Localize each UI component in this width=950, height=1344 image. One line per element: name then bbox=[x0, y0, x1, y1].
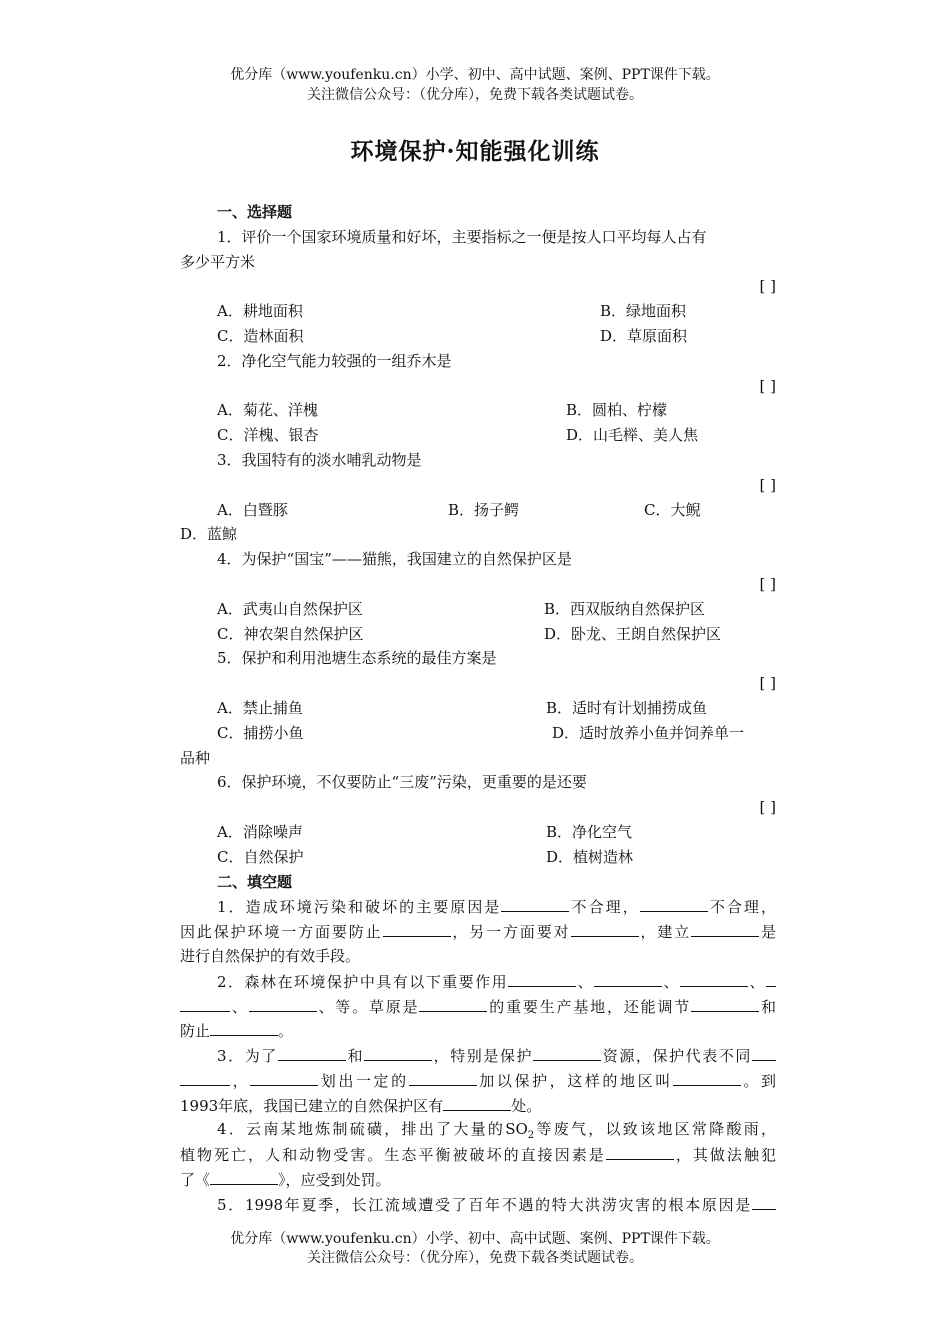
option-a: A．白暨豚 bbox=[217, 500, 288, 519]
answer-blank[interactable] bbox=[752, 1043, 776, 1061]
page-footer-line-2: 关注微信公众号：（优分库），免费下载各类试题试卷。 bbox=[307, 1250, 643, 1266]
fill-text: 。到 bbox=[740, 1071, 776, 1090]
fill-text: 划出一定的 bbox=[318, 1071, 409, 1090]
page-header-line-2: 关注微信公众号：（优分库），免费下载各类试题试卷。 bbox=[307, 87, 643, 103]
option-c: C．自然保护 bbox=[217, 847, 304, 866]
option-c: C．神农架自然保护区 bbox=[217, 624, 364, 643]
answer-blank[interactable] bbox=[210, 1018, 278, 1036]
question-2-stem: 2．净化空气能力较强的一组乔木是 bbox=[217, 351, 452, 370]
fill-text: 、 bbox=[662, 972, 681, 991]
section-heading-choice: 一、选择题 bbox=[217, 203, 293, 221]
option-d: D．山毛榉、美人焦 bbox=[566, 426, 699, 445]
option-b: B．扬子鳄 bbox=[448, 500, 520, 519]
fill-text: 了《 bbox=[180, 1171, 211, 1190]
answer-blank[interactable] bbox=[383, 919, 451, 937]
page-header-line-1: 优分库（www.youfenku.cn）小学、初中、高中试题、案例、PPT课件下载。 bbox=[230, 67, 720, 83]
fill-text: 不合理， bbox=[707, 898, 776, 917]
fill-text: 因此保护环境一方面要防止 bbox=[180, 923, 383, 942]
answer-blank[interactable] bbox=[691, 919, 759, 937]
fill-text: 等废气，以致该地区常降酸雨， bbox=[534, 1120, 776, 1139]
answer-blank[interactable] bbox=[364, 1043, 432, 1061]
answer-bracket: [ ] bbox=[759, 574, 776, 593]
fill-question-5-line-1 bbox=[180, 1192, 776, 1217]
fill-question-1-line-3: 进行自然保护的有效手段。 bbox=[180, 946, 361, 965]
question-2-options-row-1 bbox=[180, 398, 776, 423]
option-c: C．造林面积 bbox=[217, 326, 304, 345]
option-b: B．净化空气 bbox=[546, 822, 633, 841]
answer-bracket: [ ] bbox=[759, 674, 776, 693]
answer-blank[interactable] bbox=[673, 1068, 741, 1086]
question-5-options-row-1 bbox=[180, 696, 776, 721]
answer-blank[interactable] bbox=[752, 1192, 776, 1210]
answer-blank[interactable] bbox=[594, 969, 662, 987]
fill-text: ，其做法触犯 bbox=[673, 1146, 776, 1165]
fill-question-4-line-2 bbox=[180, 1142, 776, 1167]
fill-text: 是 bbox=[759, 923, 776, 942]
question-1-stem-cont: 多少平方米 bbox=[180, 252, 256, 271]
option-d: D．卧龙、王朗自然保护区 bbox=[544, 624, 722, 643]
option-d: D．蓝鲸 bbox=[180, 525, 238, 544]
fill-text: 不合理， bbox=[569, 898, 640, 917]
fill-question-3-line-2 bbox=[180, 1068, 776, 1093]
answer-blank[interactable] bbox=[680, 969, 748, 987]
fill-question-4-line-1 bbox=[180, 1117, 776, 1142]
fill-text: 1．造成环境污染和破坏的主要原因是 bbox=[217, 898, 502, 917]
answer-blank[interactable] bbox=[180, 1068, 230, 1086]
fill-text: 的重要生产基地，还能调节 bbox=[487, 997, 692, 1016]
answer-blank[interactable] bbox=[571, 919, 639, 937]
fill-text: 植物死亡，人和动物受害。生态平衡被破坏的直接因素是 bbox=[180, 1146, 606, 1165]
answer-blank[interactable] bbox=[249, 994, 317, 1012]
answer-bracket: [ ] bbox=[759, 475, 776, 494]
option-d: D．植树造林 bbox=[546, 847, 634, 866]
page-footer-line-1: 优分库（www.youfenku.cn）小学、初中、高中试题、案例、PPT课件下载。 bbox=[230, 1231, 720, 1247]
option-d-continuation: 品种 bbox=[180, 748, 211, 767]
answer-bracket: [ ] bbox=[759, 798, 776, 817]
question-1-options-row-2 bbox=[180, 324, 776, 349]
question-6-options-row-1 bbox=[180, 820, 776, 845]
option-a: A．武夷山自然保护区 bbox=[217, 599, 363, 618]
fill-text: ，特别是保护 bbox=[432, 1047, 534, 1066]
question-6-stem: 6．保护环境，不仅要防止“三废”污染，更重要的是还要 bbox=[217, 773, 587, 792]
answer-blank[interactable] bbox=[180, 994, 230, 1012]
answer-blank[interactable] bbox=[508, 969, 576, 987]
fill-text: 加以保护，这样的地区叫 bbox=[476, 1071, 673, 1090]
question-6-options-row-2 bbox=[180, 845, 776, 870]
answer-blank[interactable] bbox=[766, 969, 776, 987]
option-d: D．适时放养小鱼并饲养单一 bbox=[552, 723, 745, 742]
fill-text: 防止 bbox=[180, 1022, 211, 1041]
option-a: A．菊花、洋槐 bbox=[217, 401, 318, 420]
fill-question-2-line-3 bbox=[180, 1018, 776, 1043]
fill-text: ，另一方面要对 bbox=[450, 923, 571, 942]
answer-blank[interactable] bbox=[419, 994, 487, 1012]
fill-question-3-line-1 bbox=[180, 1043, 776, 1068]
option-c: C．大鲵 bbox=[644, 500, 701, 519]
fill-question-1-line-1 bbox=[180, 894, 776, 919]
option-b: B．适时有计划捕捞成鱼 bbox=[546, 698, 708, 717]
fill-question-4-line-3 bbox=[180, 1167, 776, 1192]
fill-text: 、 bbox=[576, 972, 595, 991]
answer-blank[interactable] bbox=[443, 1093, 511, 1111]
answer-blank[interactable] bbox=[501, 894, 569, 912]
fill-text: 和 bbox=[345, 1047, 365, 1066]
fill-question-2-line-2 bbox=[180, 994, 776, 1019]
answer-blank[interactable] bbox=[278, 1043, 346, 1061]
fill-text: ， bbox=[230, 1071, 251, 1090]
question-1-options-row-1 bbox=[180, 299, 776, 324]
fill-question-1-line-2 bbox=[180, 919, 776, 944]
option-b: B．圆柏、柠檬 bbox=[566, 401, 668, 420]
question-3-options-row-1 bbox=[180, 498, 776, 523]
document-body bbox=[180, 200, 776, 1217]
subscript: 2 bbox=[527, 1130, 535, 1142]
option-b: B．西双版纳自然保护区 bbox=[544, 599, 706, 618]
fill-text: 资源，保护代表不同 bbox=[601, 1047, 752, 1066]
question-3-stem: 3．我国特有的淡水哺乳动物是 bbox=[217, 450, 422, 469]
fill-text: 5．1998年夏季，长江流域遭受了百年不遇的特大洪涝灾害的根本原因是 bbox=[217, 1195, 752, 1214]
fill-text: 和 bbox=[759, 997, 776, 1016]
question-2-options-row-2 bbox=[180, 423, 776, 448]
document-title: 环境保护·知能强化训练 bbox=[350, 138, 600, 165]
option-d: D．草原面积 bbox=[600, 326, 688, 345]
fill-question-3-line-3 bbox=[180, 1093, 776, 1118]
question-5-stem: 5．保护和利用池塘生态系统的最佳方案是 bbox=[217, 649, 497, 668]
option-a: A．禁止捕鱼 bbox=[217, 698, 303, 717]
answer-bracket: [ ] bbox=[759, 277, 776, 296]
fill-text: ，建立 bbox=[638, 923, 692, 942]
question-1-stem: 1．评价一个国家环境质量和好坏，主要指标之一便是按人口平均每人占有 bbox=[217, 227, 707, 246]
fill-question-2-line-1 bbox=[180, 969, 776, 994]
answer-blank[interactable] bbox=[250, 1068, 318, 1086]
option-b: B．绿地面积 bbox=[600, 302, 687, 321]
fill-text: 2．森林在环境保护中具有以下重要作用 bbox=[217, 972, 509, 991]
question-5-options-row-2 bbox=[180, 721, 776, 746]
fill-text: 、 bbox=[230, 997, 249, 1016]
section-heading-fill: 二、填空题 bbox=[217, 872, 293, 891]
answer-blank[interactable] bbox=[691, 994, 759, 1012]
answer-blank[interactable] bbox=[606, 1142, 674, 1160]
option-a: A．耕地面积 bbox=[217, 302, 303, 321]
question-4-options-row-1 bbox=[180, 597, 776, 622]
answer-bracket: [ ] bbox=[759, 376, 776, 395]
answer-blank[interactable] bbox=[409, 1068, 477, 1086]
answer-blank[interactable] bbox=[533, 1043, 601, 1061]
fill-text: 处。 bbox=[511, 1096, 542, 1115]
answer-blank[interactable] bbox=[640, 894, 708, 912]
option-c: C．捕捞小鱼 bbox=[217, 723, 304, 742]
option-a: A．消除噪声 bbox=[217, 822, 303, 841]
fill-text: 4．云南某地炼制硫磺，排出了大量的SO bbox=[217, 1120, 528, 1139]
fill-text: 》，应受到处罚。 bbox=[278, 1171, 391, 1190]
question-4-stem: 4．为保护“国宝”——猫熊，我国建立的自然保护区是 bbox=[217, 550, 572, 569]
option-c: C．洋槐、银杏 bbox=[217, 426, 319, 445]
question-4-options-row-2 bbox=[180, 622, 776, 647]
answer-blank[interactable] bbox=[210, 1167, 278, 1185]
fill-text: 1993年底，我国已建立的自然保护区有 bbox=[180, 1096, 444, 1115]
fill-text: 、等。草原是 bbox=[316, 997, 420, 1016]
fill-text: 、 bbox=[748, 972, 766, 991]
fill-text: 3．为了 bbox=[217, 1047, 278, 1066]
fill-text: 。 bbox=[278, 1022, 294, 1041]
